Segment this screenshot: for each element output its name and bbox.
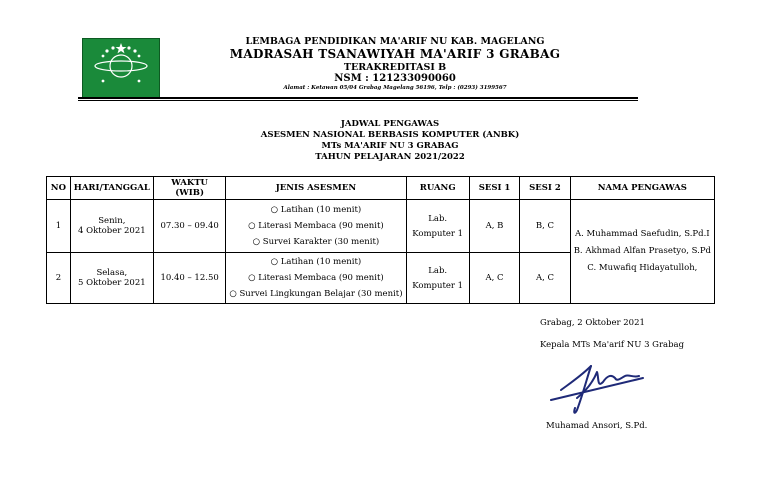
handwritten-signature: [547, 354, 657, 420]
pengawas-item: A. Muhammad Saefudin, S.Pd.I: [575, 229, 710, 239]
jenis-item: ○ Latihan (10 menit): [270, 205, 362, 215]
doc-year: TAHUN PELAJARAN 2021/2022: [315, 152, 465, 162]
pengawas-item: C. Muwafiq Hidayatulloh,: [587, 263, 698, 273]
schedule-table: [46, 176, 715, 304]
address: Alamat : Ketawan 05/04 Grabag Magelang 56196, Telp : (0293) 3199567: [283, 85, 507, 91]
row-date-cell: [70, 200, 153, 253]
row-sesi2: B, C: [520, 200, 570, 253]
col-header-jenis: JENIS ASESMEN: [226, 177, 406, 200]
row-date-cell: [70, 253, 153, 304]
row-date: 5 Oktober 2021: [78, 278, 146, 288]
jenis-item: ○ Literasi Membaca (90 menit): [248, 221, 384, 231]
col-header-time: WAKTU (WIB): [153, 177, 225, 200]
row-room: [406, 253, 469, 304]
row-no: 1: [47, 200, 71, 253]
row-time: 10.40 – 12.50: [153, 253, 225, 304]
col-header-pengawas: NAMA PENGAWAS: [570, 177, 714, 200]
row-sesi1: A, C: [469, 253, 519, 304]
school-name: MADRASAH TSANAWIYAH MA'ARIF 3 GRABAG: [229, 47, 561, 61]
row-jenis: [226, 200, 406, 253]
row-jenis: [226, 253, 406, 304]
jenis-item: ○ Latihan (10 menit): [270, 257, 362, 267]
row-no: 2: [47, 253, 71, 304]
room-line2: Komputer 1: [412, 228, 464, 239]
row-sesi2: A, C: [520, 253, 570, 304]
doc-school: MTs MA'ARIF NU 3 GRABAG: [321, 141, 459, 151]
nu-emblem-icon: [83, 39, 159, 89]
institution-line: LEMBAGA PENDIDIKAN MA'ARIF NU KAB. MAGELANG: [245, 36, 545, 47]
col-header-no: NO: [47, 177, 71, 200]
signature-place-date: Grabag, 2 Oktober 2021: [540, 318, 645, 328]
letterhead-rule-thick: [78, 97, 638, 99]
doc-subtitle: ASESMEN NASIONAL BERBASIS KOMPUTER (ANBK): [260, 130, 520, 140]
row-date: 4 Oktober 2021: [78, 226, 146, 236]
signature-position: Kepala MTs Ma'arif NU 3 Grabag: [540, 340, 685, 350]
col-header-date: HARI/TANGGAL: [70, 177, 153, 200]
row-sesi1: A, B: [469, 200, 519, 253]
row-day: Senin,: [98, 216, 126, 226]
doc-title: JADWAL PENGAWAS: [340, 119, 440, 129]
logo-caption: LP MA'ARIF NU: [87, 89, 155, 98]
room-line1: Lab.: [428, 265, 448, 276]
col-header-sesi2: SESI 2: [520, 177, 570, 200]
table-row: [47, 200, 715, 253]
room-line2: Komputer 1: [412, 280, 464, 291]
row-day: Selasa,: [96, 268, 128, 278]
row-time: 07.30 – 09.40: [153, 200, 225, 253]
nsm: NSM : 121233090060: [334, 73, 456, 84]
pengawas-item: B. Akhmad Alfan Prasetyo, S.Pd: [573, 246, 711, 256]
jenis-item: ○ Survei Lingkungan Belajar (30 menit): [229, 289, 403, 299]
table-header-row: [47, 177, 715, 200]
signature-name: Muhamad Ansori, S.Pd.: [546, 421, 648, 431]
jenis-item: ○ Literasi Membaca (90 menit): [248, 273, 384, 283]
col-header-room: RUANG: [406, 177, 469, 200]
jenis-item: ○ Survei Karakter (30 menit): [252, 237, 380, 247]
accreditation: TERAKREDITASI B: [343, 62, 447, 73]
letterhead-rule-thin: [78, 100, 638, 101]
room-line1: Lab.: [428, 213, 448, 224]
row-room: [406, 200, 469, 253]
pengawas-list: [570, 200, 714, 304]
col-header-sesi1: SESI 1: [469, 177, 519, 200]
